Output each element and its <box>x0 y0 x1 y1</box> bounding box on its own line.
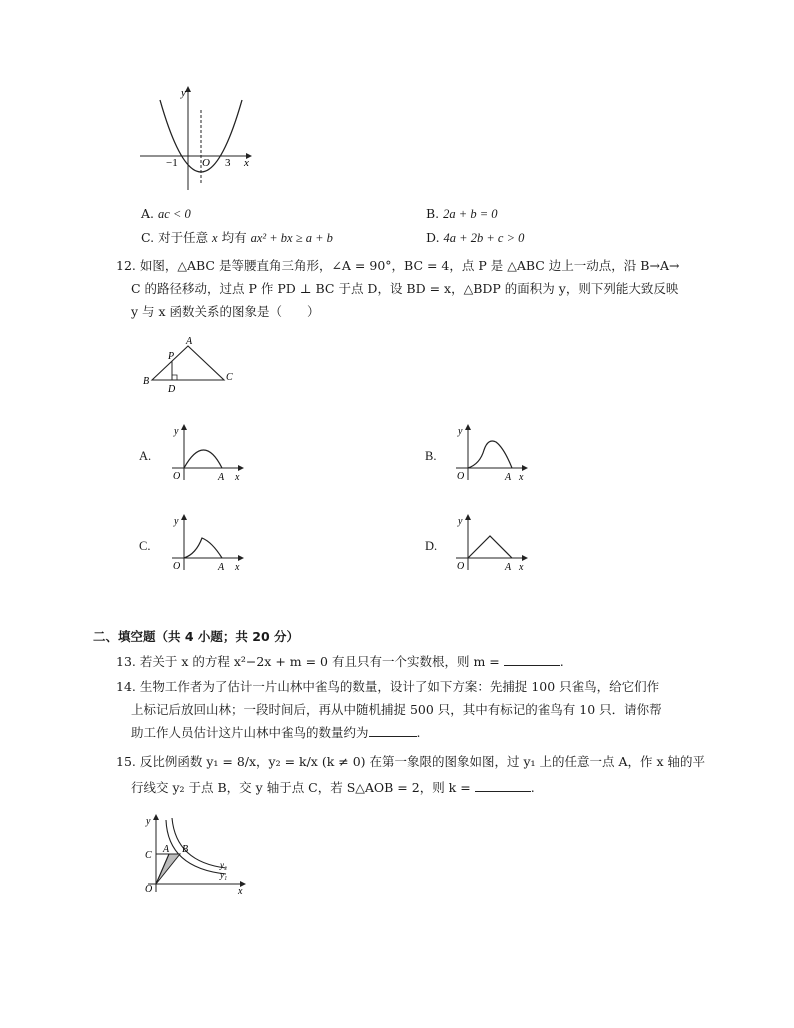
q15-label-a: A <box>163 844 170 855</box>
q14-period: . <box>416 725 421 740</box>
section-2-heading: 二、填空题（共 4 小题；共 20 分） <box>93 629 300 644</box>
q12-label-b: B <box>143 376 150 387</box>
q12-label-c: C <box>226 372 233 383</box>
q11-option-d-label: D. <box>426 230 444 245</box>
q11-option-c-mid: 均有 <box>217 230 251 245</box>
q12a-label-a: A <box>218 472 225 483</box>
q12d-label-y: y <box>458 516 463 527</box>
q14-line-1: 14. 生物工作者为了估计一片山林中雀鸟的数量，设计了如下方案：先捕捉 100 只雀鸟，给它们作 <box>116 679 660 694</box>
q12b-label-a: A <box>505 472 512 483</box>
q11-label-y: y <box>181 87 186 99</box>
q12b-label-x: x <box>519 472 524 483</box>
q12-line-1: 12. 如图，△ABC 是等腰直角三角形，∠A = 90°，BC = 4，点 P 是 △ABC 边上一动点，沿 B→A→ <box>116 258 680 273</box>
q12-option-c-graph <box>168 512 248 574</box>
q12-option-a-letter: A. <box>139 449 152 463</box>
q15-y-arrow <box>153 814 159 820</box>
q12b-y-arrow <box>465 424 471 430</box>
q12b-label-o: O <box>457 471 465 482</box>
q12c-x-arrow <box>238 555 244 561</box>
q12c-curve <box>184 538 222 558</box>
q12-label-p: P <box>168 351 175 362</box>
q12c-label-x: x <box>235 562 240 573</box>
q15-curve-y1 <box>166 820 226 874</box>
q12-line-2: C 的路径移动，过点 P 作 PD ⊥ BC 于点 D，设 BD = x，△BDP 的面积为 y，则下列能大致反映 <box>131 281 679 296</box>
q11-parabola-graph <box>138 84 254 196</box>
q12-option-d-letter: D. <box>425 539 438 553</box>
q12d-label-o: O <box>457 561 465 572</box>
q12a-y-arrow <box>181 424 187 430</box>
q12-label-a: A <box>186 336 193 347</box>
q15-answer-blank[interactable] <box>475 779 531 792</box>
q11-option-c-label: C. 对于任意 <box>141 230 213 245</box>
q12-right-angle-mark <box>172 375 177 380</box>
q11-option-c-var: x <box>212 231 218 245</box>
q11-y-arrow <box>185 86 191 92</box>
q15-line-2-text: 行线交 y₂ 于点 B，交 y 轴于点 C，若 S△AOB = 2，则 k = <box>131 780 475 795</box>
q15-triangle-aob <box>156 854 180 884</box>
q15-label-y1: y₁ <box>220 870 228 880</box>
q12-triangle-figure <box>140 334 240 394</box>
q12d-label-x: x <box>519 562 524 573</box>
q12a-label-y: y <box>174 426 179 437</box>
q15-line-2 <box>131 778 535 798</box>
q11-option-a <box>141 204 191 224</box>
q13-period: . <box>559 654 564 669</box>
q12c-label-o: O <box>173 561 181 572</box>
q12b-x-arrow <box>522 465 528 471</box>
q13-answer-blank[interactable] <box>504 653 560 666</box>
q15-label-y: y <box>146 816 151 827</box>
q11-option-d <box>426 228 524 248</box>
q14-line-3-text: 助工作人员估计这片山林中雀鸟的数量约为 <box>131 725 369 740</box>
q11-label-origin: O <box>202 157 210 169</box>
q12c-y-arrow <box>181 514 187 520</box>
q14-answer-blank[interactable] <box>369 724 417 737</box>
q12-option-b-graph <box>452 422 532 484</box>
q11-label-three: 3 <box>225 157 231 169</box>
q12c-label-y: y <box>174 516 179 527</box>
q12a-label-o: O <box>173 471 181 482</box>
q15-line-1: 15. 反比例函数 y₁ = 8/x，y₂ = k/x (k ≠ 0) 在第一象限的图象如图，过 y₁ 上的任意一点 A，作 x 轴的平 <box>116 754 706 769</box>
q12a-x-arrow <box>238 465 244 471</box>
q11-option-b-expr: 2a + b = 0 <box>443 207 498 221</box>
q14-line-3 <box>131 723 421 743</box>
q13 <box>116 652 564 672</box>
q12-triangle <box>152 346 224 380</box>
q12-option-b-letter: B. <box>425 449 437 463</box>
q12-line-3: y 与 x 函数关系的图象是（ ） <box>131 304 320 319</box>
q12a-curve <box>184 450 222 468</box>
q12b-label-y: y <box>458 426 463 437</box>
q15-label-b: B <box>182 844 189 855</box>
q15-label-o: O <box>145 884 153 895</box>
q12d-curve <box>468 536 512 558</box>
q12c-label-a: A <box>218 562 225 573</box>
q13-text: 13. 若关于 x 的方程 x²−2x + m = 0 有且只有一个实数根，则 m = <box>116 654 504 669</box>
q15-hyperbola-figure <box>140 812 252 896</box>
q12d-label-a: A <box>505 562 512 573</box>
q11-option-d-expr: 4a + 2b + c > 0 <box>443 231 525 245</box>
q11-option-c-expr: ax² + bx ≥ a + b <box>250 231 333 245</box>
q11-option-a-label: A. <box>141 206 158 221</box>
q11-label-neg-one: −1 <box>166 157 178 169</box>
q12-option-a-graph <box>168 422 248 484</box>
q15-period: . <box>530 780 535 795</box>
q12-option-c-letter: C. <box>139 539 151 553</box>
q14-line-2: 上标记后放回山林；一段时间后，再从中随机捕捉 500 只，其中有标记的雀鸟有 10 只．请你帮 <box>131 702 662 717</box>
q15-label-c: C <box>145 850 152 861</box>
q15-label-x: x <box>238 886 243 896</box>
q11-option-a-expr: ac < 0 <box>157 207 191 221</box>
q11-option-b-label: B. <box>426 206 444 221</box>
q12a-label-x: x <box>235 472 240 483</box>
q12b-curve <box>468 441 512 468</box>
q11-option-b <box>426 204 498 224</box>
q15-label-y2: y₂ <box>220 860 228 870</box>
q12-label-d: D <box>168 384 176 394</box>
q15-curve-y2 <box>172 818 226 868</box>
q12d-x-arrow <box>522 555 528 561</box>
q11-option-c <box>141 228 333 248</box>
q12d-y-arrow <box>465 514 471 520</box>
q12-option-d-graph <box>452 512 532 574</box>
q11-label-x: x <box>244 157 249 169</box>
